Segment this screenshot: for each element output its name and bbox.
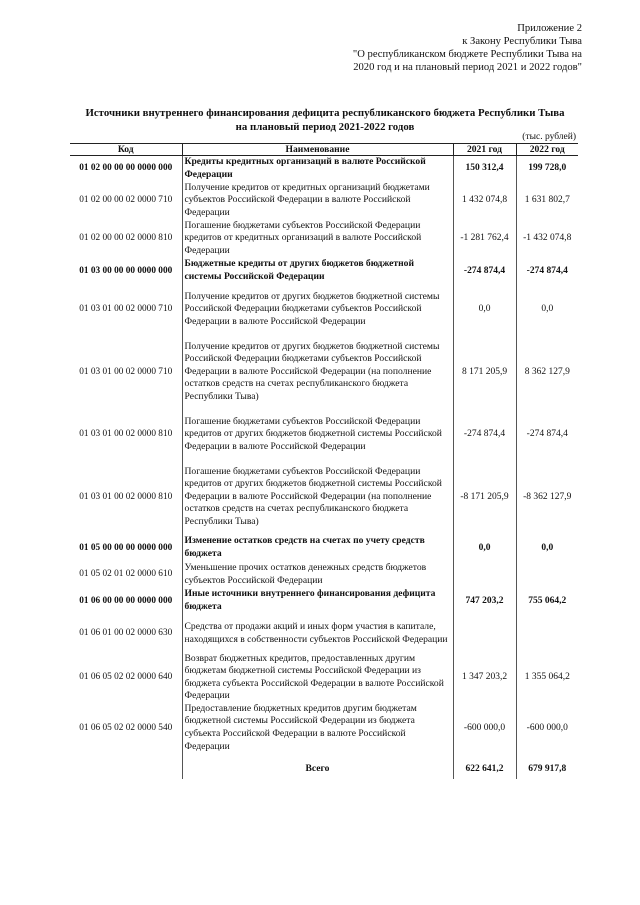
table-row: [70, 588, 578, 615]
row-value-2021: 1 432 074,8: [453, 182, 516, 220]
table-row: [70, 335, 578, 410]
document-title: [70, 107, 580, 134]
row-name: Возврат бюджетных кредитов, предоставленных другим бюджетам бюджетной системы Российской Федерации из бюджета субъекта Российской Федерации в валюте Российской Федерации: [182, 653, 453, 703]
financing-sources-table: [70, 143, 578, 779]
row-name: Иные источники внутреннего финансирования дефицита бюджета: [182, 588, 453, 615]
row-name: Изменение остатков средств на счетах по учету средств бюджета: [182, 535, 453, 562]
row-value-2022: 1 631 802,7: [524, 195, 570, 206]
total-value-2021: 622 641,2: [453, 753, 516, 779]
row-value-2021: 8 171 205,9: [453, 335, 516, 410]
row-value-2022: 199 728,0: [528, 163, 567, 174]
units-label: (тыс. рублей): [522, 132, 576, 142]
row-name: Погашение бюджетами субъектов Российской Федерации кредитов от других бюджетов бюджетной системы Российской Федерации в валюте Российской Федерации (на пополнение остатков средств на счетах республиканского бюджета Республики Тыва): [182, 460, 453, 535]
table-header-row: [70, 144, 578, 156]
row-code: 01 02 00 00 02 0000 810: [79, 233, 173, 244]
row-code: 01 05 00 00 00 0000 000: [79, 542, 173, 553]
table-row: [70, 258, 578, 285]
row-name: Погашение бюджетами субъектов Российской Федерации кредитов от других бюджетов бюджетной системы Российской Федерации в валюте Российской Федерации: [182, 410, 453, 460]
row-value-2021: 1 347 203,2: [453, 653, 516, 703]
row-name: Получение кредитов от кредитных организаций бюджетами субъектов Российской Федерации в валюте Российской Федерации: [182, 182, 453, 220]
row-value-2022: 0,0: [541, 304, 554, 315]
row-name: Получение кредитов от других бюджетов бюджетной системы Российской Федерации бюджетами субъектов Российской Федерации в валюте Российской Федерации (на пополнение остатков средств на счетах республиканского бюджета Республики Тыва): [182, 335, 453, 410]
appendix-line: к Закону Республики Тыва: [462, 36, 582, 47]
row-code: 01 02 00 00 00 0000 000: [79, 163, 173, 174]
table-total-row: [70, 753, 578, 779]
row-code: 01 03 01 00 02 0000 710: [79, 366, 173, 377]
row-value-2021: -274 874,4: [453, 410, 516, 460]
row-code: 01 03 01 00 02 0000 810: [79, 429, 173, 440]
table-row: [70, 535, 578, 562]
table-row: [70, 615, 578, 653]
row-value-2022: 8 362 127,9: [524, 366, 570, 377]
column-header-2022: 2022 год: [516, 144, 578, 156]
row-value-2021: -600 000,0: [453, 703, 516, 753]
title-line: на плановый период 2021-2022 годов: [235, 120, 415, 133]
total-value-2022: 679 917,8: [528, 763, 567, 774]
row-value-2022: -8 362 127,9: [523, 491, 572, 502]
row-value-2022: [516, 562, 578, 588]
row-name: Уменьшение прочих остатков денежных средств бюджетов субъектов Российской Федерации: [182, 562, 453, 588]
table-row: [70, 410, 578, 460]
row-name: Кредиты кредитных организаций в валюте Российской Федерации: [182, 156, 453, 182]
row-code: 01 05 02 01 02 0000 610: [79, 569, 173, 580]
title-line: Источники внутреннего финансирования дефицита республиканского бюджета Республики Тыва: [85, 107, 565, 119]
row-value-2021: -8 171 205,9: [453, 460, 516, 535]
appendix-line: "О республиканском бюджете Республики Тыва на: [352, 49, 582, 60]
row-value-2021: 0,0: [453, 285, 516, 335]
column-header-code: Код: [70, 144, 182, 156]
row-code: 01 06 01 00 02 0000 630: [79, 628, 173, 639]
row-name: Получение кредитов от других бюджетов бюджетной системы Российской Федерации бюджетами субъектов Российской Федерации в валюте Российской Федерации: [182, 285, 453, 335]
table-row: [70, 156, 578, 182]
row-name: Погашение бюджетами субъектов Российской Федерации кредитов от кредитных организаций в валюте Российской Федерации: [182, 220, 453, 258]
row-value-2022: 1 355 064,2: [524, 672, 570, 683]
row-value-2022: -1 432 074,8: [523, 233, 572, 244]
row-value-2021: [453, 615, 516, 653]
row-name: Предоставление бюджетных кредитов другим бюджетам бюджетной системы Российской Федерации из бюджета субъекта Российской Федерации в валюте Российской Федерации: [182, 703, 453, 753]
table-row: [70, 182, 578, 220]
row-value-2021: -1 281 762,4: [453, 220, 516, 258]
appendix-note: [282, 22, 582, 74]
row-value-2021: 150 312,4: [453, 156, 516, 182]
row-value-2022: -274 874,4: [526, 265, 568, 276]
row-code: 01 03 01 00 02 0000 810: [79, 491, 173, 502]
row-code: 01 06 05 02 02 0000 540: [79, 722, 173, 733]
column-header-2021: 2021 год: [453, 144, 516, 156]
table-row: [70, 460, 578, 535]
row-value-2021: [453, 562, 516, 588]
row-value-2021: 0,0: [453, 535, 516, 562]
row-value-2022: -600 000,0: [526, 722, 568, 733]
table-body: [70, 156, 578, 780]
row-value-2022: 0,0: [541, 542, 554, 553]
table-row: [70, 220, 578, 258]
table-row: [70, 285, 578, 335]
row-name: Средства от продажи акций и иных форм участия в капитале, находящихся в собственности субъектов Российской Федерации: [182, 615, 453, 653]
column-header-name: Наименование: [182, 144, 453, 156]
row-name: Бюджетные кредиты от других бюджетов бюджетной системы Российской Федерации: [182, 258, 453, 285]
table-row: [70, 703, 578, 753]
table-row: [70, 562, 578, 588]
appendix-line: 2020 год и на плановый период 2021 и 2022 годов": [353, 62, 582, 73]
row-code: 01 06 00 00 00 0000 000: [79, 595, 173, 606]
row-code: 01 02 00 00 02 0000 710: [79, 195, 173, 206]
total-label: Всего: [182, 753, 453, 779]
row-value-2022: 755 064,2: [528, 595, 567, 606]
row-value-2021: 747 203,2: [453, 588, 516, 615]
row-code: 01 06 05 02 02 0000 640: [79, 672, 173, 683]
row-code: 01 03 01 00 02 0000 710: [79, 304, 173, 315]
row-value-2022: [516, 615, 578, 653]
appendix-line: Приложение 2: [517, 23, 582, 34]
row-value-2022: -274 874,4: [526, 429, 568, 440]
row-value-2021: -274 874,4: [453, 258, 516, 285]
total-code-empty: [70, 753, 182, 779]
row-code: 01 03 00 00 00 0000 000: [79, 265, 173, 276]
table-row: [70, 653, 578, 703]
